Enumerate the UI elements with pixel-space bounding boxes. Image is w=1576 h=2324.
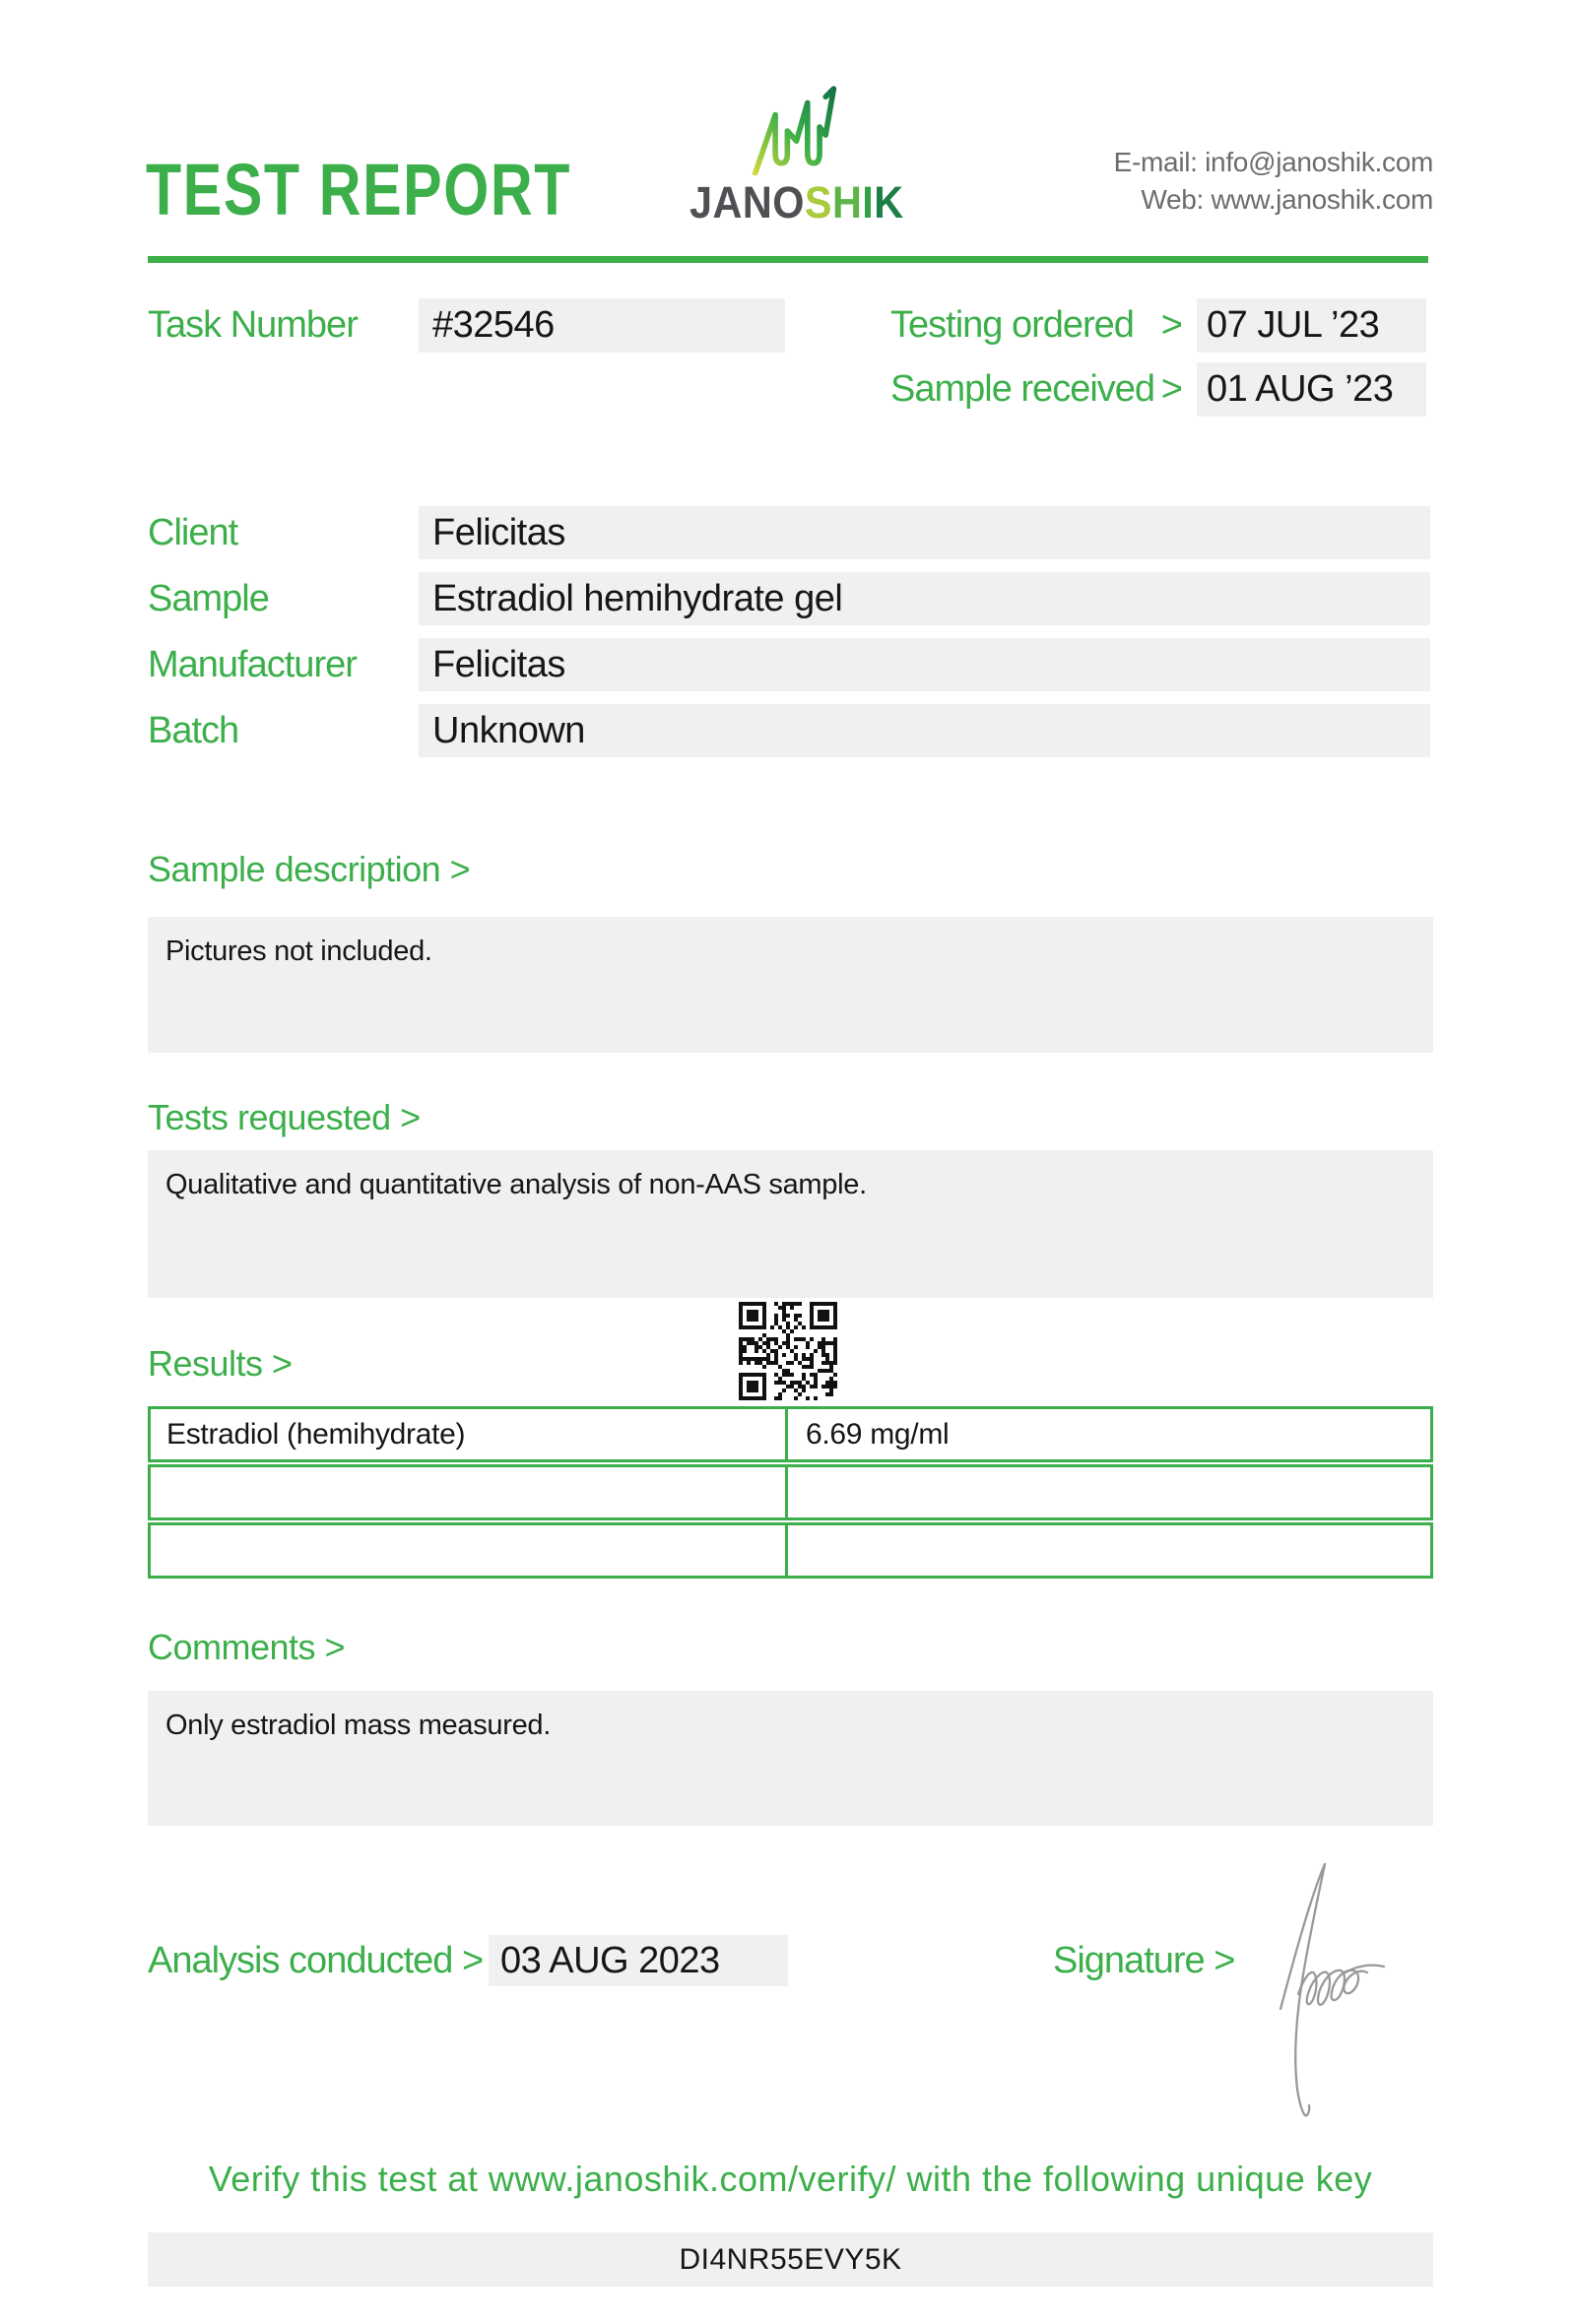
sample-value-box xyxy=(419,572,1430,625)
sample-label: Sample xyxy=(148,578,269,619)
sample-description-title: Sample description > xyxy=(148,849,471,889)
chevron-right-icon: > xyxy=(1160,304,1182,346)
comments-body: Only estradiol mass measured. xyxy=(148,1691,1433,1826)
logo-wordmark: JANOSHIK xyxy=(690,177,904,227)
manufacturer-value: Felicitas xyxy=(432,644,565,685)
result-analyte-cell xyxy=(151,1467,788,1517)
results-table-row xyxy=(148,1522,1433,1579)
manufacturer-value-box xyxy=(419,638,1430,691)
client-row xyxy=(148,506,1430,559)
testing-ordered-value-box xyxy=(1197,298,1426,353)
contact-info xyxy=(1114,144,1433,219)
results-table-row xyxy=(148,1464,1433,1520)
result-value-cell xyxy=(788,1525,1430,1576)
signature-label: Signature > xyxy=(1053,1940,1235,1981)
comments-title: Comments > xyxy=(148,1627,346,1667)
task-number-value: #32546 xyxy=(432,304,555,346)
header-divider xyxy=(148,256,1428,263)
analysis-conducted-value: 03 AUG 2023 xyxy=(500,1940,720,1981)
verify-instruction: Verify this test at www.janoshik.com/verify/ with the following unique key xyxy=(208,2159,1373,2199)
sample-row xyxy=(148,572,1430,625)
task-number-value-box xyxy=(419,298,785,353)
result-analyte-cell: Estradiol (hemihydrate) xyxy=(151,1409,788,1459)
tests-requested-title: Tests requested > xyxy=(148,1097,421,1137)
tests-requested-body: Qualitative and quantitative analysis of non-AAS sample. xyxy=(148,1150,1433,1298)
testing-ordered-value: 07 JUL ’23 xyxy=(1207,304,1380,346)
results-title: Results > xyxy=(148,1343,293,1384)
client-label: Client xyxy=(148,512,238,553)
contact-email: E-mail: info@janoshik.com xyxy=(1113,147,1433,177)
sample-received-value-box xyxy=(1197,362,1426,417)
verify-key: DI4NR55EVY5K xyxy=(679,2243,902,2276)
batch-row xyxy=(148,704,1430,757)
task-number-label: Task Number xyxy=(148,304,358,346)
logo-jano-text: JANO xyxy=(690,177,805,227)
contact-web: Web: www.janoshik.com xyxy=(1141,184,1433,215)
manufacturer-row xyxy=(148,638,1430,691)
analysis-conducted-label: Analysis conducted > xyxy=(148,1940,484,1981)
client-value-box xyxy=(419,506,1430,559)
sample-received-label: Sample received > xyxy=(890,362,1182,417)
results-table-row xyxy=(148,1406,1433,1462)
signature-image xyxy=(1269,1856,1397,2117)
logo-chart-icon xyxy=(751,83,837,175)
result-analyte-cell xyxy=(151,1525,788,1576)
result-value-cell: 6.69 mg/ml xyxy=(806,1417,950,1451)
qr-code xyxy=(739,1302,837,1400)
result-value-cell xyxy=(788,1467,1430,1517)
sample-value: Estradiol hemihydrate gel xyxy=(432,578,843,619)
page-title: TEST REPORT xyxy=(146,149,572,230)
chevron-right-icon: > xyxy=(1160,368,1182,410)
testing-ordered-label: Testing ordered > xyxy=(890,298,1182,353)
manufacturer-label: Manufacturer xyxy=(148,644,357,685)
batch-value-box xyxy=(419,704,1430,757)
batch-value: Unknown xyxy=(432,710,585,751)
client-value: Felicitas xyxy=(432,512,565,553)
janoshik-logo xyxy=(690,83,946,228)
sample-received-value: 01 AUG ’23 xyxy=(1207,368,1394,410)
verify-key-box xyxy=(148,2232,1433,2287)
batch-label: Batch xyxy=(148,710,239,751)
analysis-conducted-value-box xyxy=(489,1935,788,1986)
sample-description-body: Pictures not included. xyxy=(148,917,1433,1053)
